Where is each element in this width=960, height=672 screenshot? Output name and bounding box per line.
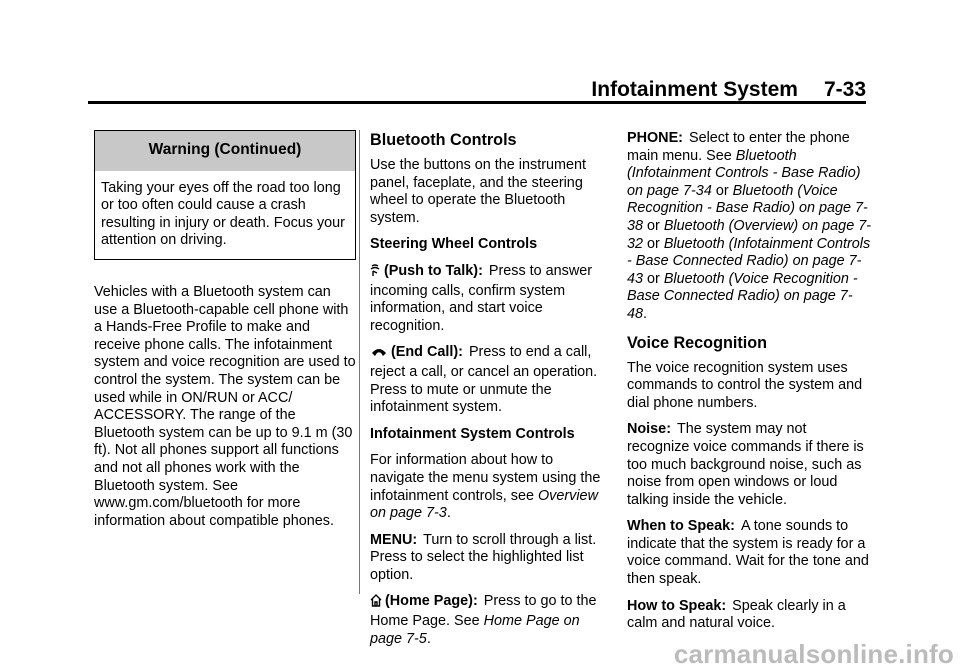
home-page-text: Press to go to the Home Page. See: [370, 593, 597, 630]
push-to-talk-icon: [370, 263, 381, 283]
when-to-speak-label: When to Speak:: [627, 518, 735, 535]
warning-box: [94, 130, 356, 260]
when-to-speak-item: [627, 518, 871, 588]
column-divider: [359, 130, 360, 594]
end-call-label: (End Call):: [391, 344, 463, 361]
info-controls-text: For information about how to navigate the menu system using the infotainment controls, see: [370, 452, 601, 504]
infotainment-controls-heading: Infotainment System Controls: [370, 425, 575, 442]
when-to-speak-text: A tone sounds to indicate that the system is ready for a voice command. Wait for the tone and then speak.: [627, 518, 869, 588]
push-to-talk-item: [370, 263, 610, 335]
or-text-1: or: [711, 182, 733, 199]
noise-label: Noise:: [627, 421, 671, 438]
or-text-4: or: [643, 270, 664, 287]
home-page-link[interactable]: Home Page on page 7-5: [370, 613, 580, 647]
phone-item: PHONE: Select to enter the phone main menu. See Bluetooth (Infotainment Controls - Base Radio) on page 7-34 or Bluetooth (Voice Recognition - Base Radio) on page 7-38 or Bluetooth (Overview) on page 7-32 or Bluetooth (Infotainment Controls - Base Connected Radio) on page 7-43 or Bluetooth (Voice Recognition - Base Connected Radio) on page 7-48.: [627, 130, 871, 322]
bluetooth-controls-intro: Use the buttons on the instrument panel, faceplate, and the steering wheel to operate the Bluetooth system.: [370, 157, 586, 226]
menu-label: MENU:: [370, 531, 418, 548]
push-to-talk-text: Press to answer incoming calls, confirm system information, and start voice recognition.: [370, 262, 593, 334]
voice-intro: The voice recognition system uses commands to control the system and dial phone numbers.: [627, 359, 863, 411]
phone-label: PHONE:: [627, 130, 683, 146]
menu-item: [370, 532, 610, 585]
phone-link-4[interactable]: Bluetooth (Infotainment Controls - Base Connected Radio) on page 7-43: [627, 235, 871, 287]
home-page-item: (Home Page): Press to go to the Home Page. See Home Page on page 7-5.: [370, 593, 597, 647]
column-middle: [370, 130, 610, 657]
menu-text: Turn to scroll through a list. Press to select the highlighted list option.: [370, 531, 597, 583]
section-title: Infotainment System: [591, 78, 798, 101]
column-left: [94, 130, 356, 539]
home-page-label: (Home Page):: [385, 593, 478, 610]
header-rule: [88, 101, 866, 104]
steering-wheel-controls-heading: Steering Wheel Controls: [370, 236, 538, 253]
warning-text: Taking your eyes off the road too long or too often could cause a crash resulting in injury or death. Focus your attention on driving.: [101, 179, 345, 249]
page-header: [591, 78, 866, 102]
how-to-speak-label: How to Speak:: [627, 597, 727, 614]
warning-title: Warning (Continued): [95, 131, 355, 171]
phone-link-1[interactable]: Bluetooth (Infotainment Controls - Base Radio) on page 7-34: [627, 147, 861, 199]
phone-link-3[interactable]: Bluetooth (Overview) on page 7-32: [627, 217, 871, 252]
info-controls-paragraph: For information about how to navigate the menu system using the infotainment controls, see Overview on page 7-3.: [370, 452, 601, 522]
or-text-3: or: [643, 235, 664, 252]
noise-text: The system may not recognize voice commands if there is too much background noise, such as noise from open windows or loud talking inside the vehicle.: [627, 421, 864, 508]
end-call-text: Press to end a call, reject a call, or cancel an operation. Press to mute or unmute the infotainment system.: [370, 344, 598, 416]
page-number: 7-33: [823, 78, 866, 101]
column-right: [627, 130, 871, 642]
or-text-2: or: [643, 217, 664, 234]
how-to-speak-item: [627, 598, 871, 633]
home-icon: [370, 594, 382, 613]
voice-recognition-heading: Voice Recognition: [627, 333, 768, 352]
bluetooth-controls-heading: Bluetooth Controls: [370, 131, 517, 149]
phone-link-5[interactable]: Bluetooth (Voice Recognition - Base Connected Radio) on page 7-48: [627, 270, 858, 322]
overview-link[interactable]: Overview on page 7-3: [370, 487, 598, 522]
how-to-speak-text: Speak clearly in a calm and natural voice.: [627, 597, 846, 632]
phone-link-2[interactable]: Bluetooth (Voice Recognition - Base Radio) on page 7-38: [627, 182, 868, 234]
end-call-item: [370, 344, 610, 416]
phone-text: Select to enter the phone main menu. See: [627, 130, 850, 164]
end-call-icon: [370, 346, 388, 364]
noise-item: [627, 421, 871, 509]
push-to-talk-label: (Push to Talk):: [384, 262, 483, 279]
bluetooth-intro-text: Vehicles with a Bluetooth system can use a Bluetooth-capable cell phone with a Hands-Free Profile to make and receive phone calls. The infotainment system and voice recognition are used to control the system. The system can be used while in ON/RUN or ACC/ ACCESSORY. The range of the Bluetooth system can be up to 9.1 m (30 ft). Not all phones support all functions and not all phones work with the Bluetooth system. See www.gm.com/bluetooth for more information about compatible phones.: [94, 283, 356, 529]
watermark: carmanualsonline.info: [673, 639, 954, 669]
